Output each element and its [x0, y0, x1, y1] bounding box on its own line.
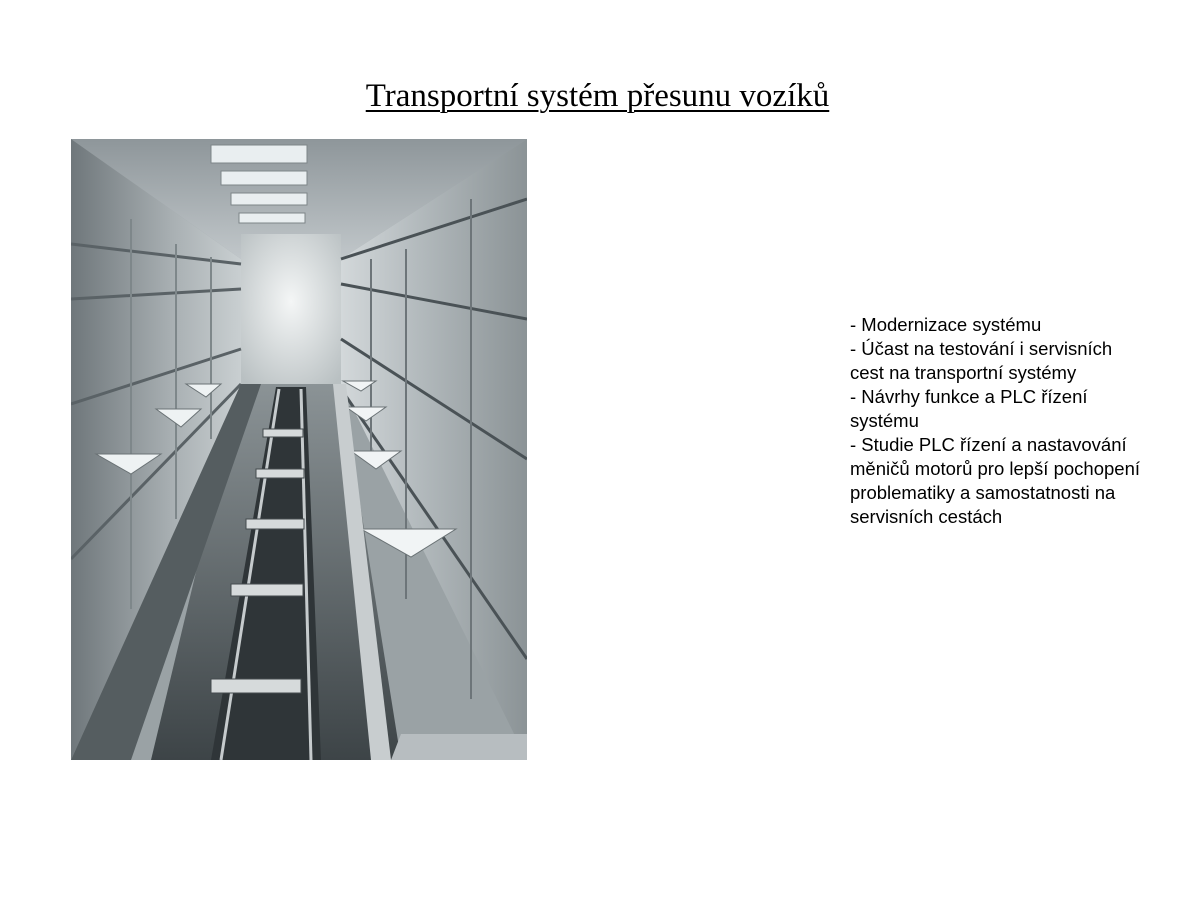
bullet-item: - Studie PLC řízení a nastavování měničů motorů pro lepší pochopení problematiky a samostatnosti na servisních cestách	[850, 434, 1141, 527]
slide-title: Transportní systém přesunu vozíků	[365, 78, 830, 114]
transport-system-photo	[71, 139, 527, 760]
bullet-list	[850, 313, 1140, 529]
bullet-item: - Návrhy funkce a PLC řízení systému	[850, 386, 1088, 431]
bullet-item: - Modernizace systému	[850, 314, 1042, 335]
bullet-item: - Účast na testování i servisních cest na transportní systémy	[850, 338, 1113, 383]
